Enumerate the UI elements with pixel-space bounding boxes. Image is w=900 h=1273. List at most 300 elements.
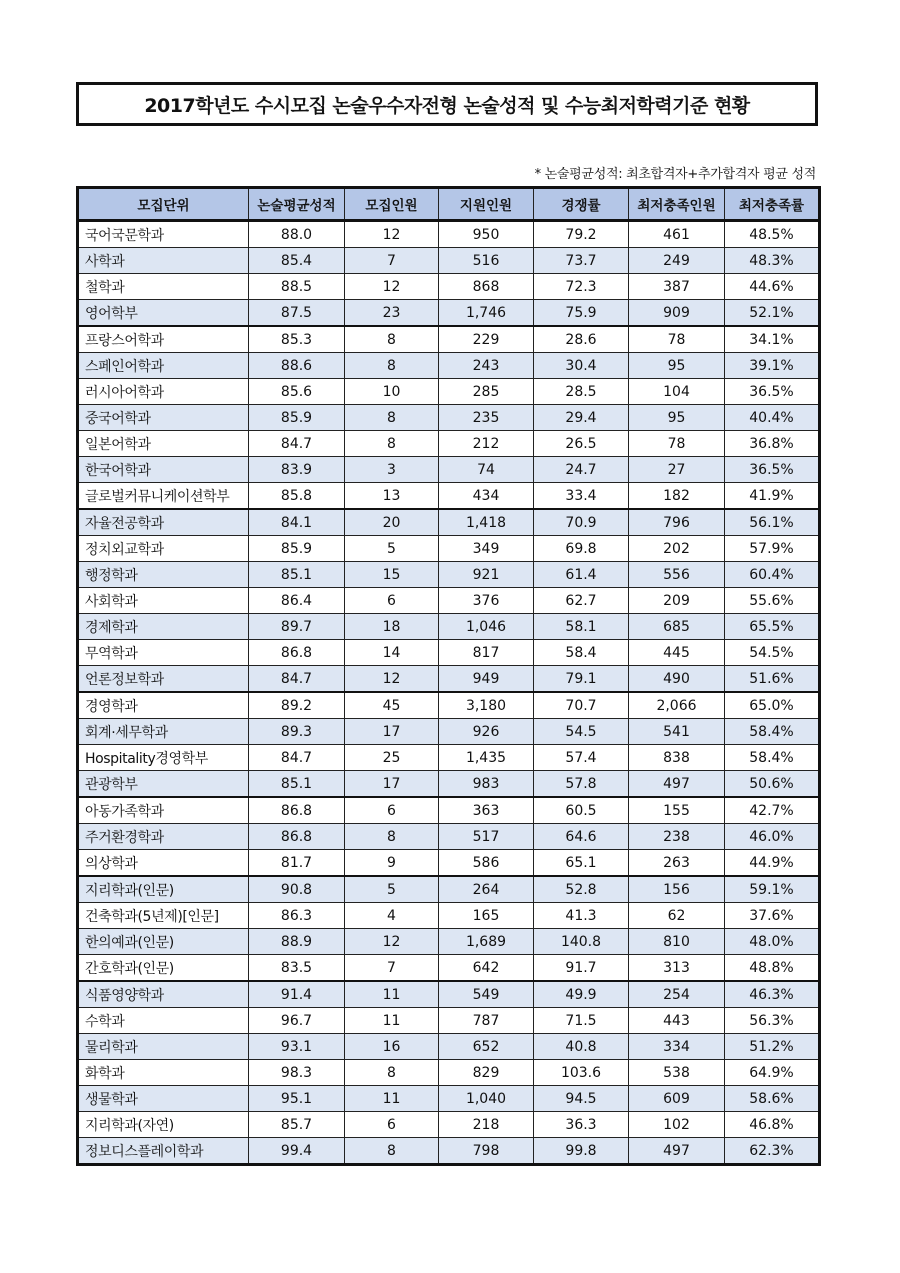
- cell-quota: 5: [345, 536, 439, 562]
- cell-competition-rate: 33.4: [534, 483, 629, 510]
- cell-avg-score: 86.8: [249, 824, 345, 850]
- cell-min-met-count: 182: [629, 483, 725, 510]
- cell-applicants: 787: [439, 1008, 534, 1034]
- cell-min-met-count: 209: [629, 588, 725, 614]
- cell-avg-score: 89.2: [249, 692, 345, 719]
- table-row: [78, 1034, 820, 1060]
- cell-unit: 지리학과(인문): [78, 876, 249, 903]
- cell-competition-rate: 64.6: [534, 824, 629, 850]
- cell-min-met-rate: 56.3%: [725, 1008, 820, 1034]
- cell-competition-rate: 62.7: [534, 588, 629, 614]
- cell-unit: 프랑스어학과: [78, 326, 249, 353]
- cell-quota: 7: [345, 955, 439, 982]
- table-row: [78, 300, 820, 327]
- cell-min-met-count: 202: [629, 536, 725, 562]
- cell-avg-score: 85.9: [249, 405, 345, 431]
- cell-min-met-rate: 62.3%: [725, 1138, 820, 1165]
- cell-competition-rate: 79.2: [534, 221, 629, 248]
- table-row: [78, 405, 820, 431]
- cell-unit: 의상학과: [78, 850, 249, 877]
- cell-min-met-rate: 58.6%: [725, 1086, 820, 1112]
- cell-quota: 8: [345, 405, 439, 431]
- cell-min-met-count: 556: [629, 562, 725, 588]
- cell-competition-rate: 70.9: [534, 509, 629, 536]
- cell-applicants: 921: [439, 562, 534, 588]
- cell-avg-score: 88.6: [249, 353, 345, 379]
- cell-unit: 화학과: [78, 1060, 249, 1086]
- cell-avg-score: 85.3: [249, 326, 345, 353]
- cell-applicants: 349: [439, 536, 534, 562]
- cell-unit: 관광학부: [78, 771, 249, 798]
- table-row: [78, 1112, 820, 1138]
- cell-min-met-rate: 46.8%: [725, 1112, 820, 1138]
- cell-competition-rate: 54.5: [534, 719, 629, 745]
- cell-min-met-count: 27: [629, 457, 725, 483]
- table-row: [78, 929, 820, 955]
- cell-min-met-rate: 46.3%: [725, 981, 820, 1008]
- cell-quota: 18: [345, 614, 439, 640]
- cell-competition-rate: 60.5: [534, 797, 629, 824]
- cell-avg-score: 91.4: [249, 981, 345, 1008]
- cell-min-met-rate: 42.7%: [725, 797, 820, 824]
- cell-applicants: 74: [439, 457, 534, 483]
- cell-applicants: 926: [439, 719, 534, 745]
- cell-avg-score: 90.8: [249, 876, 345, 903]
- cell-unit: 한국어학과: [78, 457, 249, 483]
- table-row: [78, 824, 820, 850]
- cell-unit: 철학과: [78, 274, 249, 300]
- cell-quota: 3: [345, 457, 439, 483]
- cell-applicants: 243: [439, 353, 534, 379]
- page-title: [76, 82, 818, 126]
- cell-unit: Hospitality경영학부: [78, 745, 249, 771]
- cell-min-met-rate: 50.6%: [725, 771, 820, 798]
- table-row: [78, 797, 820, 824]
- cell-quota: 11: [345, 981, 439, 1008]
- cell-competition-rate: 103.6: [534, 1060, 629, 1086]
- cell-unit: 건축학과(5년제)[인문]: [78, 903, 249, 929]
- cell-avg-score: 86.8: [249, 797, 345, 824]
- table-row: [78, 614, 820, 640]
- cell-unit: 정보디스플레이학과: [78, 1138, 249, 1165]
- cell-applicants: 3,180: [439, 692, 534, 719]
- cell-unit: 주거환경학과: [78, 824, 249, 850]
- cell-min-met-rate: 65.0%: [725, 692, 820, 719]
- cell-avg-score: 96.7: [249, 1008, 345, 1034]
- table-row: [78, 876, 820, 903]
- cell-min-met-count: 62: [629, 903, 725, 929]
- cell-avg-score: 85.9: [249, 536, 345, 562]
- cell-min-met-count: 2,066: [629, 692, 725, 719]
- cell-min-met-rate: 54.5%: [725, 640, 820, 666]
- cell-quota: 8: [345, 1060, 439, 1086]
- cell-min-met-count: 445: [629, 640, 725, 666]
- cell-min-met-rate: 48.8%: [725, 955, 820, 982]
- cell-competition-rate: 57.4: [534, 745, 629, 771]
- cell-quota: 8: [345, 1138, 439, 1165]
- table-row: [78, 379, 820, 405]
- table-row: [78, 1060, 820, 1086]
- cell-competition-rate: 61.4: [534, 562, 629, 588]
- cell-avg-score: 85.7: [249, 1112, 345, 1138]
- cell-applicants: 517: [439, 824, 534, 850]
- cell-unit: 스페인어학과: [78, 353, 249, 379]
- table-row: [78, 483, 820, 510]
- table-row: [78, 248, 820, 274]
- cell-avg-score: 84.7: [249, 431, 345, 457]
- cell-min-met-rate: 65.5%: [725, 614, 820, 640]
- cell-quota: 14: [345, 640, 439, 666]
- table-body: [78, 221, 820, 1165]
- table-row: [78, 903, 820, 929]
- table-row: [78, 640, 820, 666]
- cell-quota: 6: [345, 797, 439, 824]
- footnote: * 논술평균성적: 최초합격자+추가합격자 평균 성적: [534, 167, 816, 182]
- cell-unit: 글로벌커뮤니케이션학부: [78, 483, 249, 510]
- table-row: [78, 771, 820, 798]
- cell-applicants: 376: [439, 588, 534, 614]
- header-applicants: 지원인원: [439, 188, 534, 221]
- cell-min-met-rate: 41.9%: [725, 483, 820, 510]
- cell-min-met-rate: 46.0%: [725, 824, 820, 850]
- header-competition-rate: 경쟁률: [534, 188, 629, 221]
- cell-competition-rate: 69.8: [534, 536, 629, 562]
- table-row: [78, 719, 820, 745]
- cell-min-met-rate: 56.1%: [725, 509, 820, 536]
- cell-quota: 8: [345, 326, 439, 353]
- cell-unit: 자율전공학과: [78, 509, 249, 536]
- cell-min-met-rate: 34.1%: [725, 326, 820, 353]
- cell-quota: 23: [345, 300, 439, 327]
- table-row: [78, 536, 820, 562]
- header-min-met-rate: 최저충족률: [725, 188, 820, 221]
- cell-unit: 사학과: [78, 248, 249, 274]
- cell-unit: 행정학과: [78, 562, 249, 588]
- cell-quota: 45: [345, 692, 439, 719]
- cell-applicants: 642: [439, 955, 534, 982]
- cell-avg-score: 84.1: [249, 509, 345, 536]
- cell-competition-rate: 29.4: [534, 405, 629, 431]
- table-row: [78, 457, 820, 483]
- cell-applicants: 549: [439, 981, 534, 1008]
- cell-competition-rate: 49.9: [534, 981, 629, 1008]
- table-row: [78, 221, 820, 248]
- table-row: [78, 562, 820, 588]
- table-row: [78, 981, 820, 1008]
- cell-quota: 7: [345, 248, 439, 274]
- admissions-table: [76, 186, 821, 1166]
- cell-competition-rate: 28.5: [534, 379, 629, 405]
- cell-competition-rate: 40.8: [534, 1034, 629, 1060]
- cell-unit: 식품영양학과: [78, 981, 249, 1008]
- cell-unit: 간호학과(인문): [78, 955, 249, 982]
- cell-quota: 12: [345, 274, 439, 300]
- cell-competition-rate: 30.4: [534, 353, 629, 379]
- cell-competition-rate: 36.3: [534, 1112, 629, 1138]
- cell-unit: 일본어학과: [78, 431, 249, 457]
- cell-min-met-count: 156: [629, 876, 725, 903]
- cell-applicants: 218: [439, 1112, 534, 1138]
- cell-min-met-rate: 48.0%: [725, 929, 820, 955]
- cell-applicants: 516: [439, 248, 534, 274]
- cell-avg-score: 88.0: [249, 221, 345, 248]
- cell-avg-score: 85.4: [249, 248, 345, 274]
- cell-min-met-count: 78: [629, 431, 725, 457]
- cell-quota: 5: [345, 876, 439, 903]
- cell-avg-score: 85.1: [249, 562, 345, 588]
- table-row: [78, 666, 820, 693]
- cell-applicants: 434: [439, 483, 534, 510]
- cell-min-met-count: 490: [629, 666, 725, 693]
- cell-competition-rate: 73.7: [534, 248, 629, 274]
- cell-avg-score: 86.8: [249, 640, 345, 666]
- cell-quota: 6: [345, 1112, 439, 1138]
- cell-min-met-count: 796: [629, 509, 725, 536]
- header-avg-score: 논술평균성적: [249, 188, 345, 221]
- cell-unit: 러시아어학과: [78, 379, 249, 405]
- cell-quota: 8: [345, 353, 439, 379]
- cell-min-met-rate: 60.4%: [725, 562, 820, 588]
- cell-min-met-rate: 57.9%: [725, 536, 820, 562]
- cell-competition-rate: 71.5: [534, 1008, 629, 1034]
- cell-quota: 20: [345, 509, 439, 536]
- cell-applicants: 1,418: [439, 509, 534, 536]
- cell-quota: 25: [345, 745, 439, 771]
- cell-unit: 아동가족학과: [78, 797, 249, 824]
- cell-avg-score: 93.1: [249, 1034, 345, 1060]
- table-row: [78, 692, 820, 719]
- cell-competition-rate: 70.7: [534, 692, 629, 719]
- cell-unit: 지리학과(자연): [78, 1112, 249, 1138]
- cell-avg-score: 85.8: [249, 483, 345, 510]
- cell-avg-score: 85.1: [249, 771, 345, 798]
- cell-unit: 영어학부: [78, 300, 249, 327]
- cell-min-met-rate: 58.4%: [725, 719, 820, 745]
- cell-avg-score: 88.5: [249, 274, 345, 300]
- table-row: [78, 955, 820, 982]
- cell-applicants: 165: [439, 903, 534, 929]
- table-row: [78, 274, 820, 300]
- cell-quota: 12: [345, 929, 439, 955]
- cell-quota: 8: [345, 824, 439, 850]
- cell-min-met-count: 334: [629, 1034, 725, 1060]
- cell-applicants: 950: [439, 221, 534, 248]
- cell-applicants: 363: [439, 797, 534, 824]
- cell-min-met-rate: 39.1%: [725, 353, 820, 379]
- cell-avg-score: 88.9: [249, 929, 345, 955]
- cell-min-met-count: 909: [629, 300, 725, 327]
- cell-min-met-rate: 48.3%: [725, 248, 820, 274]
- header-min-met-count: 최저충족인원: [629, 188, 725, 221]
- cell-applicants: 817: [439, 640, 534, 666]
- cell-min-met-count: 838: [629, 745, 725, 771]
- table-row: [78, 353, 820, 379]
- table-row: [78, 745, 820, 771]
- cell-unit: 정치외교학과: [78, 536, 249, 562]
- cell-quota: 4: [345, 903, 439, 929]
- cell-applicants: 1,040: [439, 1086, 534, 1112]
- cell-quota: 11: [345, 1086, 439, 1112]
- table-row: [78, 431, 820, 457]
- cell-competition-rate: 79.1: [534, 666, 629, 693]
- cell-avg-score: 84.7: [249, 745, 345, 771]
- cell-competition-rate: 28.6: [534, 326, 629, 353]
- cell-unit: 언론정보학과: [78, 666, 249, 693]
- cell-avg-score: 81.7: [249, 850, 345, 877]
- cell-unit: 물리학과: [78, 1034, 249, 1060]
- cell-quota: 16: [345, 1034, 439, 1060]
- cell-applicants: 983: [439, 771, 534, 798]
- cell-unit: 한의예과(인문): [78, 929, 249, 955]
- cell-avg-score: 89.3: [249, 719, 345, 745]
- cell-min-met-count: 102: [629, 1112, 725, 1138]
- cell-quota: 8: [345, 431, 439, 457]
- cell-min-met-count: 497: [629, 1138, 725, 1165]
- cell-min-met-count: 263: [629, 850, 725, 877]
- cell-min-met-rate: 37.6%: [725, 903, 820, 929]
- table-row: [78, 588, 820, 614]
- cell-min-met-rate: 55.6%: [725, 588, 820, 614]
- cell-quota: 12: [345, 221, 439, 248]
- cell-quota: 17: [345, 771, 439, 798]
- cell-min-met-rate: 36.5%: [725, 457, 820, 483]
- cell-avg-score: 85.6: [249, 379, 345, 405]
- cell-unit: 수학과: [78, 1008, 249, 1034]
- cell-min-met-count: 685: [629, 614, 725, 640]
- cell-avg-score: 99.4: [249, 1138, 345, 1165]
- cell-quota: 10: [345, 379, 439, 405]
- cell-unit: 사회학과: [78, 588, 249, 614]
- cell-min-met-count: 95: [629, 405, 725, 431]
- cell-min-met-count: 609: [629, 1086, 725, 1112]
- cell-min-met-rate: 52.1%: [725, 300, 820, 327]
- cell-avg-score: 83.9: [249, 457, 345, 483]
- cell-competition-rate: 58.4: [534, 640, 629, 666]
- cell-applicants: 586: [439, 850, 534, 877]
- cell-min-met-count: 78: [629, 326, 725, 353]
- cell-quota: 17: [345, 719, 439, 745]
- cell-applicants: 868: [439, 274, 534, 300]
- cell-applicants: 1,046: [439, 614, 534, 640]
- cell-unit: 생물학과: [78, 1086, 249, 1112]
- cell-avg-score: 86.3: [249, 903, 345, 929]
- cell-applicants: 229: [439, 326, 534, 353]
- cell-unit: 회계·세무학과: [78, 719, 249, 745]
- cell-avg-score: 86.4: [249, 588, 345, 614]
- cell-min-met-count: 497: [629, 771, 725, 798]
- cell-competition-rate: 52.8: [534, 876, 629, 903]
- header-unit: 모집단위: [78, 188, 249, 221]
- cell-min-met-rate: 51.6%: [725, 666, 820, 693]
- cell-applicants: 212: [439, 431, 534, 457]
- cell-avg-score: 84.7: [249, 666, 345, 693]
- cell-competition-rate: 72.3: [534, 274, 629, 300]
- cell-competition-rate: 41.3: [534, 903, 629, 929]
- cell-competition-rate: 140.8: [534, 929, 629, 955]
- cell-min-met-rate: 44.6%: [725, 274, 820, 300]
- cell-quota: 15: [345, 562, 439, 588]
- cell-min-met-rate: 58.4%: [725, 745, 820, 771]
- cell-applicants: 798: [439, 1138, 534, 1165]
- cell-competition-rate: 26.5: [534, 431, 629, 457]
- table-row: [78, 1008, 820, 1034]
- cell-min-met-count: 104: [629, 379, 725, 405]
- cell-applicants: 1,689: [439, 929, 534, 955]
- cell-min-met-count: 254: [629, 981, 725, 1008]
- cell-min-met-rate: 40.4%: [725, 405, 820, 431]
- cell-min-met-rate: 36.5%: [725, 379, 820, 405]
- cell-applicants: 949: [439, 666, 534, 693]
- cell-applicants: 652: [439, 1034, 534, 1060]
- table-row: [78, 1138, 820, 1165]
- cell-quota: 11: [345, 1008, 439, 1034]
- cell-competition-rate: 99.8: [534, 1138, 629, 1165]
- cell-competition-rate: 58.1: [534, 614, 629, 640]
- cell-competition-rate: 24.7: [534, 457, 629, 483]
- cell-min-met-count: 541: [629, 719, 725, 745]
- cell-quota: 9: [345, 850, 439, 877]
- cell-min-met-rate: 48.5%: [725, 221, 820, 248]
- cell-min-met-count: 387: [629, 274, 725, 300]
- header-quota: 모집인원: [345, 188, 439, 221]
- cell-unit: 경제학과: [78, 614, 249, 640]
- cell-applicants: 285: [439, 379, 534, 405]
- cell-min-met-count: 249: [629, 248, 725, 274]
- cell-avg-score: 87.5: [249, 300, 345, 327]
- cell-quota: 13: [345, 483, 439, 510]
- cell-min-met-count: 95: [629, 353, 725, 379]
- cell-unit: 경영학과: [78, 692, 249, 719]
- cell-unit: 국어국문학과: [78, 221, 249, 248]
- cell-applicants: 235: [439, 405, 534, 431]
- cell-applicants: 829: [439, 1060, 534, 1086]
- cell-min-met-rate: 59.1%: [725, 876, 820, 903]
- cell-avg-score: 83.5: [249, 955, 345, 982]
- cell-applicants: 264: [439, 876, 534, 903]
- cell-min-met-rate: 51.2%: [725, 1034, 820, 1060]
- cell-competition-rate: 57.8: [534, 771, 629, 798]
- cell-min-met-count: 443: [629, 1008, 725, 1034]
- cell-applicants: 1,746: [439, 300, 534, 327]
- cell-competition-rate: 75.9: [534, 300, 629, 327]
- cell-competition-rate: 65.1: [534, 850, 629, 877]
- cell-min-met-count: 538: [629, 1060, 725, 1086]
- cell-min-met-rate: 64.9%: [725, 1060, 820, 1086]
- cell-competition-rate: 91.7: [534, 955, 629, 982]
- cell-quota: 6: [345, 588, 439, 614]
- cell-min-met-count: 155: [629, 797, 725, 824]
- cell-min-met-count: 313: [629, 955, 725, 982]
- cell-min-met-rate: 44.9%: [725, 850, 820, 877]
- cell-quota: 12: [345, 666, 439, 693]
- table-header-row: [78, 188, 820, 221]
- table-row: [78, 326, 820, 353]
- table-row: [78, 850, 820, 877]
- cell-min-met-count: 238: [629, 824, 725, 850]
- cell-avg-score: 98.3: [249, 1060, 345, 1086]
- table-row: [78, 1086, 820, 1112]
- cell-unit: 중국어학과: [78, 405, 249, 431]
- cell-competition-rate: 94.5: [534, 1086, 629, 1112]
- cell-avg-score: 95.1: [249, 1086, 345, 1112]
- cell-min-met-count: 461: [629, 221, 725, 248]
- table-row: [78, 509, 820, 536]
- cell-applicants: 1,435: [439, 745, 534, 771]
- page-title-text: 2017학년도 수시모집 논술우수자전형 논술성적 및 수능최저학력기준 현황: [144, 94, 750, 117]
- cell-unit: 무역학과: [78, 640, 249, 666]
- cell-min-met-rate: 36.8%: [725, 431, 820, 457]
- cell-min-met-count: 810: [629, 929, 725, 955]
